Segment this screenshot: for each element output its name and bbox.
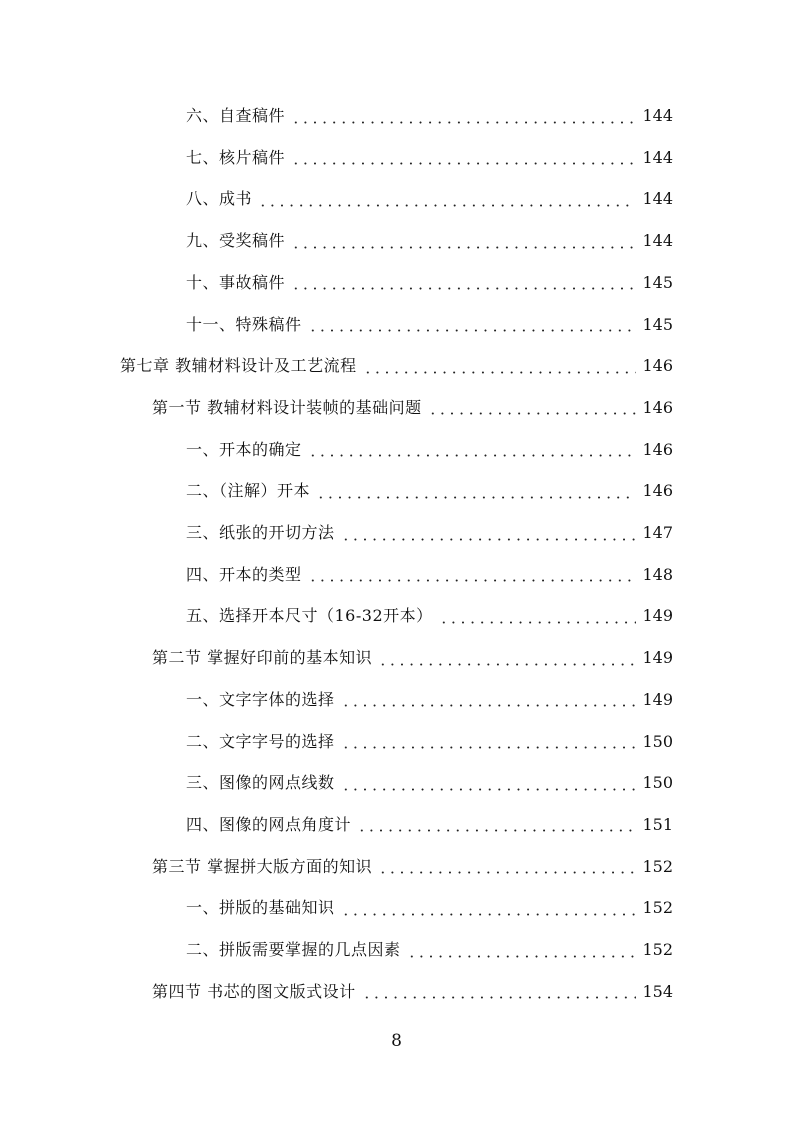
- toc-entry[interactable]: [186, 479, 673, 503]
- toc-entry-title: 六、自查稿件: [186, 106, 286, 125]
- dot-leader: [357, 829, 636, 832]
- toc-entry-title: 十一、特殊稿件: [186, 314, 302, 334]
- toc-entry[interactable]: [186, 730, 673, 754]
- toc-entry-page: 144: [642, 189, 673, 209]
- toc-entry-page: 152: [642, 856, 673, 876]
- dot-leader: [291, 246, 636, 249]
- toc-entry-page: 146: [642, 481, 673, 501]
- toc-entry-page: 152: [642, 940, 673, 959]
- toc-entry[interactable]: [152, 646, 673, 670]
- toc-entry-title: 九、受奖稿件: [186, 231, 286, 251]
- toc-entry-title: 二、（注解）开本: [186, 481, 311, 501]
- dot-leader: [341, 746, 637, 749]
- toc-entry-page: 147: [642, 523, 673, 542]
- toc-entry-title: 四、图像的网点角度计: [186, 814, 352, 834]
- toc-entry-page: 154: [642, 981, 673, 1001]
- toc-entry-title: 三、图像的网点线数: [186, 773, 335, 793]
- dot-leader: [407, 955, 637, 958]
- toc-entry[interactable]: [186, 604, 673, 628]
- toc-entry[interactable]: [186, 438, 673, 462]
- dot-leader: [258, 204, 636, 207]
- dot-leader: [341, 788, 637, 791]
- dot-leader: [341, 913, 637, 916]
- toc-entry[interactable]: [186, 521, 673, 545]
- toc-entry-title: 第四节 书芯的图文版式设计: [152, 981, 356, 1001]
- toc-entry[interactable]: [186, 938, 673, 962]
- toc-entry-title: 八、成书: [186, 189, 253, 209]
- toc-entry-page: 150: [642, 731, 673, 751]
- toc-entry-title: 一、文字字体的选择: [186, 689, 335, 709]
- toc-entry-page: 149: [642, 606, 673, 626]
- toc-entry-title: 第一节 教辅材料设计装帧的基础问题: [152, 397, 422, 417]
- toc-entry-title: 第二节 掌握好印前的基本知识: [152, 648, 373, 668]
- dot-leader: [291, 162, 636, 165]
- toc-entry-page: 145: [642, 314, 673, 334]
- toc-entry[interactable]: [186, 771, 673, 795]
- toc-entry-title: 一、拼版的基础知识: [186, 898, 335, 918]
- dot-leader: [378, 871, 636, 874]
- dot-leader: [291, 287, 636, 290]
- toc-entry-page: 146: [642, 439, 673, 459]
- toc-entry-page: 152: [642, 898, 673, 918]
- page-number: 8: [391, 1031, 402, 1051]
- toc-entry-title: 十、事故稿件: [186, 272, 286, 292]
- toc-entry[interactable]: [152, 980, 673, 1004]
- toc-entry-page: 151: [642, 814, 673, 834]
- toc-entry[interactable]: [186, 229, 673, 253]
- toc-entry-title: 四、开本的类型: [186, 564, 302, 584]
- dot-leader: [439, 621, 637, 624]
- dot-leader: [316, 496, 636, 499]
- toc-entry-page: 144: [642, 147, 673, 167]
- toc-entry[interactable]: [186, 688, 673, 712]
- toc-entry-page: 145: [642, 272, 673, 292]
- toc-entry-title: 第七章 教辅材料设计及工艺流程: [120, 356, 357, 376]
- toc-entry-page: 149: [642, 648, 673, 668]
- toc-entry[interactable]: [120, 354, 673, 378]
- dot-leader: [308, 329, 637, 332]
- toc-entry[interactable]: [186, 104, 673, 128]
- toc-entry-page: 146: [642, 356, 673, 376]
- toc-entry-title: 第三节 掌握拼大版方面的知识: [152, 856, 373, 876]
- dot-leader: [291, 121, 636, 124]
- dot-leader: [341, 704, 637, 707]
- toc-entry[interactable]: [186, 813, 673, 837]
- toc-entry-page: 148: [642, 564, 673, 584]
- toc-entry-page: 149: [642, 689, 673, 709]
- toc-entry[interactable]: [152, 855, 673, 879]
- dot-leader: [308, 579, 637, 582]
- toc-entry-page: 144: [642, 106, 673, 125]
- toc-entry-page: 146: [642, 397, 673, 417]
- dot-leader: [308, 454, 637, 457]
- toc-entry[interactable]: [152, 396, 673, 420]
- toc-entry[interactable]: [186, 313, 673, 337]
- toc-entry[interactable]: [186, 271, 673, 295]
- dot-leader: [378, 663, 636, 666]
- toc-entry-title: 一、开本的确定: [186, 439, 302, 459]
- dot-leader: [363, 371, 637, 374]
- toc-entry[interactable]: [186, 146, 673, 170]
- toc-entry-title: 三、纸张的开切方法: [186, 523, 335, 542]
- toc-entry[interactable]: [186, 896, 673, 920]
- toc-entry-title: 二、文字字号的选择: [186, 731, 335, 751]
- toc-entry-title: 五、选择开本尺寸（16-32开本）: [186, 606, 433, 626]
- toc-entry-page: 144: [642, 231, 673, 251]
- toc-entry-page: 150: [642, 773, 673, 793]
- toc-entry[interactable]: [186, 187, 673, 211]
- toc-entry[interactable]: [186, 563, 673, 587]
- dot-leader: [428, 412, 637, 415]
- toc-entry-title: 二、拼版需要掌握的几点因素: [186, 940, 401, 959]
- dot-leader: [362, 996, 637, 999]
- dot-leader: [341, 538, 637, 541]
- toc-entry-title: 七、核片稿件: [186, 147, 286, 167]
